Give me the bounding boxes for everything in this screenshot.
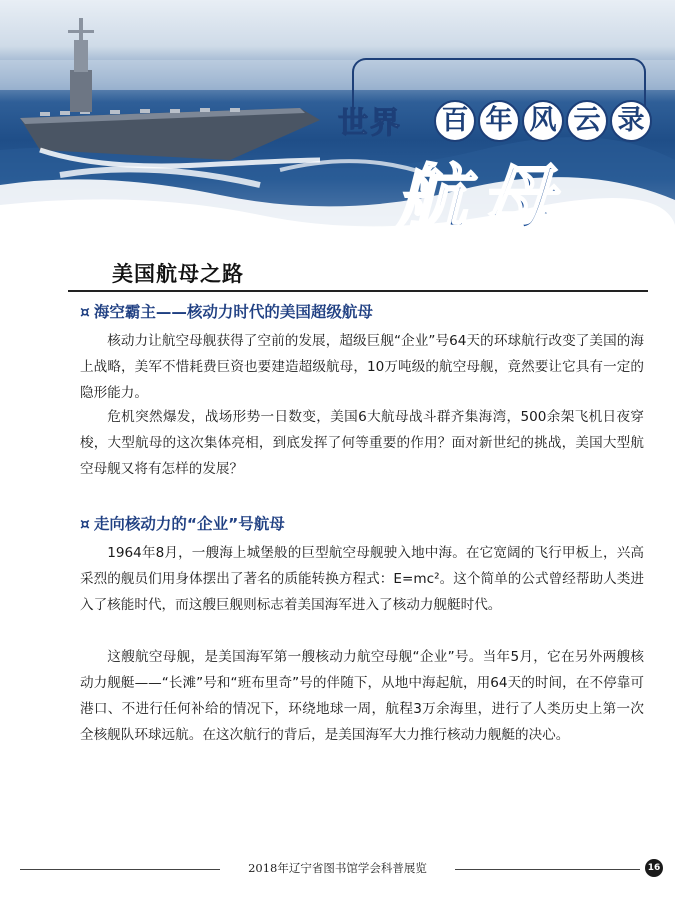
paragraph: 1964年8月，一艘海上城堡般的巨型航空母舰驶入地中海。在它宽阔的飞行甲板上，兴高采烈的舰员们用身体摆出了著名的质能转换方程式：E=mc²。这个简单的公式曾经帮助人类进入了核能时代，而这艘巨舰则标志着美国海军进入了核动力舰艇时代。: [80, 545, 644, 613]
page-footer: [0, 856, 675, 882]
paragraph: 这艘航空母舰，是美国海军第一艘核动力航空母舰“企业”号。当年5月，它在另外两艘核动力舰艇——“长滩”号和“班布里奇”号的伴随下，从地中海起航，用64天的时间，在不停靠可港口、不进行任何补给的情况下，环绕地球一周，航程3万余海里，进行了人类历史上第一次全核舰队环球远航。在这次航行的背后，是美国海军大力推行核动力舰艇的决心。: [80, 649, 644, 743]
title-record-char: 风: [522, 100, 564, 142]
page-number: 16: [645, 859, 663, 877]
title-carrier: 航母: [395, 155, 568, 240]
heading-rule: [68, 290, 648, 292]
title-world: 世界: [338, 106, 402, 141]
title-record-char: 百: [434, 100, 476, 142]
section-title-text: 走向核动力的“企业”号航母: [93, 515, 285, 533]
paragraph: 核动力让航空母舰获得了空前的发展，超级巨舰“企业”号64天的环球航行改变了美国的海上战略，美军不惜耗费巨资也要建造超级航母，10万吨级的航空母舰，竟然要让它具有一定的隐形能力。: [80, 333, 644, 401]
section-title-text: 海空霸主——核动力时代的美国超级航母: [93, 303, 373, 321]
title-record-char: 录: [610, 100, 652, 142]
section-marker-icon: ¤: [80, 515, 90, 533]
section-title-1: [80, 300, 373, 322]
title-record-char: 云: [566, 100, 608, 142]
paragraph: 危机突然爆发，战场形势一日数变，美国6大航母战斗群齐集海湾，500余架飞机日夜穿梭，大型航母的这次集体亮相，到底发挥了何等重要的作用？面对新世纪的挑战，美国大型航空母舰又将有怎样的发展？: [80, 409, 644, 477]
footer-text: 2018年辽宁省图书馆学会科普展览: [248, 861, 427, 875]
hero-banner: [0, 0, 675, 255]
footer-line-right: [455, 869, 640, 870]
title-record-char: 年: [478, 100, 520, 142]
title-record: [434, 100, 652, 142]
article-heading: 美国航母之路: [112, 262, 244, 286]
section-marker-icon: ¤: [80, 303, 90, 321]
section-title-2: [80, 512, 285, 534]
